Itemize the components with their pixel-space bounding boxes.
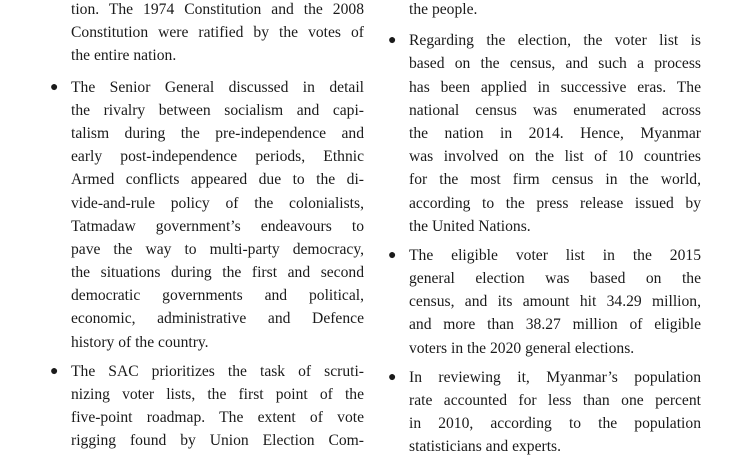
text-line: voters in the 2020 general elections. xyxy=(409,339,635,357)
bullet-item-population-rate xyxy=(388,366,701,459)
text-line: early post-independence periods, Ethnic xyxy=(71,148,364,166)
text-line: vide-and-rule policy of the colonialists, xyxy=(71,194,364,212)
text-line: national census was enumerated across xyxy=(409,101,701,119)
text-line: according to the press release issued by xyxy=(409,194,701,212)
text-line: has been applied in successive eras. The xyxy=(409,78,701,96)
text-line: The Senior General discussed in detail xyxy=(71,78,364,96)
text-line: The SAC prioritizes the task of scruti- xyxy=(71,362,364,380)
text-line: based on the census, and such a process xyxy=(409,55,701,73)
bullet-icon: ● xyxy=(388,33,397,49)
text-line: was involved on the list of 10 countries xyxy=(409,148,701,166)
text-line: the situations during the first and second xyxy=(71,264,364,282)
continued-paragraph xyxy=(409,0,701,21)
left-column xyxy=(50,0,364,459)
bullet-icon: ● xyxy=(388,369,397,385)
continued-paragraph xyxy=(71,0,364,68)
bullet-icon: ● xyxy=(50,79,59,95)
text-line: Armed conflicts appeared due to the di- xyxy=(71,171,364,189)
text-line: The eligible voter list in the 2015 xyxy=(409,246,701,264)
right-column xyxy=(388,0,701,460)
text-line: for the most firm census in the world, xyxy=(409,171,701,189)
text-line: In reviewing it, Myanmar’s population xyxy=(409,368,701,386)
text-line: Regarding the election, the voter list is xyxy=(409,32,701,50)
text-line: tion. The 1974 Constitution and the 2008 xyxy=(71,1,364,18)
bullet-item-voter-list-census xyxy=(388,29,701,238)
text-line: nizing voter lists, the first point of the xyxy=(71,386,364,403)
text-line: history of the country. xyxy=(71,333,209,351)
text-line: the entire nation. xyxy=(71,47,177,65)
text-line: the rivalry between socialism and capi- xyxy=(71,101,364,119)
bullet-icon: ● xyxy=(388,247,397,263)
bullet-item-eligible-voter-list xyxy=(388,244,701,360)
text-line: general election was based on the xyxy=(409,270,701,288)
bullet-item-senior-general xyxy=(50,76,364,354)
text-line: the United Nations. xyxy=(409,217,531,235)
text-line: economic, administrative and Defence xyxy=(71,310,364,328)
text-line: the nation in 2014. Hence, Myanmar xyxy=(409,124,701,142)
text-line: democratic governments and political, xyxy=(71,287,364,305)
text-line: rate accounted for less than one percent xyxy=(409,392,701,409)
text-line: Tatmadaw government’s endeavours to xyxy=(71,217,364,235)
bullet-icon: ● xyxy=(50,363,59,379)
bullet-item-sac-voter-lists xyxy=(50,360,364,453)
text-line: pave the way to multi-party democracy, xyxy=(71,240,364,258)
text-line: rigging found by Union Election Com- xyxy=(71,432,364,450)
text-line: the people. xyxy=(409,1,478,18)
text-line: in 2010, according to the population xyxy=(409,415,701,433)
text-line: statisticians and experts. xyxy=(409,438,562,456)
text-line: census, and its amount hit 34.29 million, xyxy=(409,293,701,311)
text-line: and more than 38.27 million of eligible xyxy=(409,316,701,334)
text-line: Constitution were ratified by the votes of xyxy=(71,24,364,42)
text-line: five-point roadmap. The extent of vote xyxy=(71,409,364,427)
text-line: talism during the pre-independence and xyxy=(71,124,364,142)
